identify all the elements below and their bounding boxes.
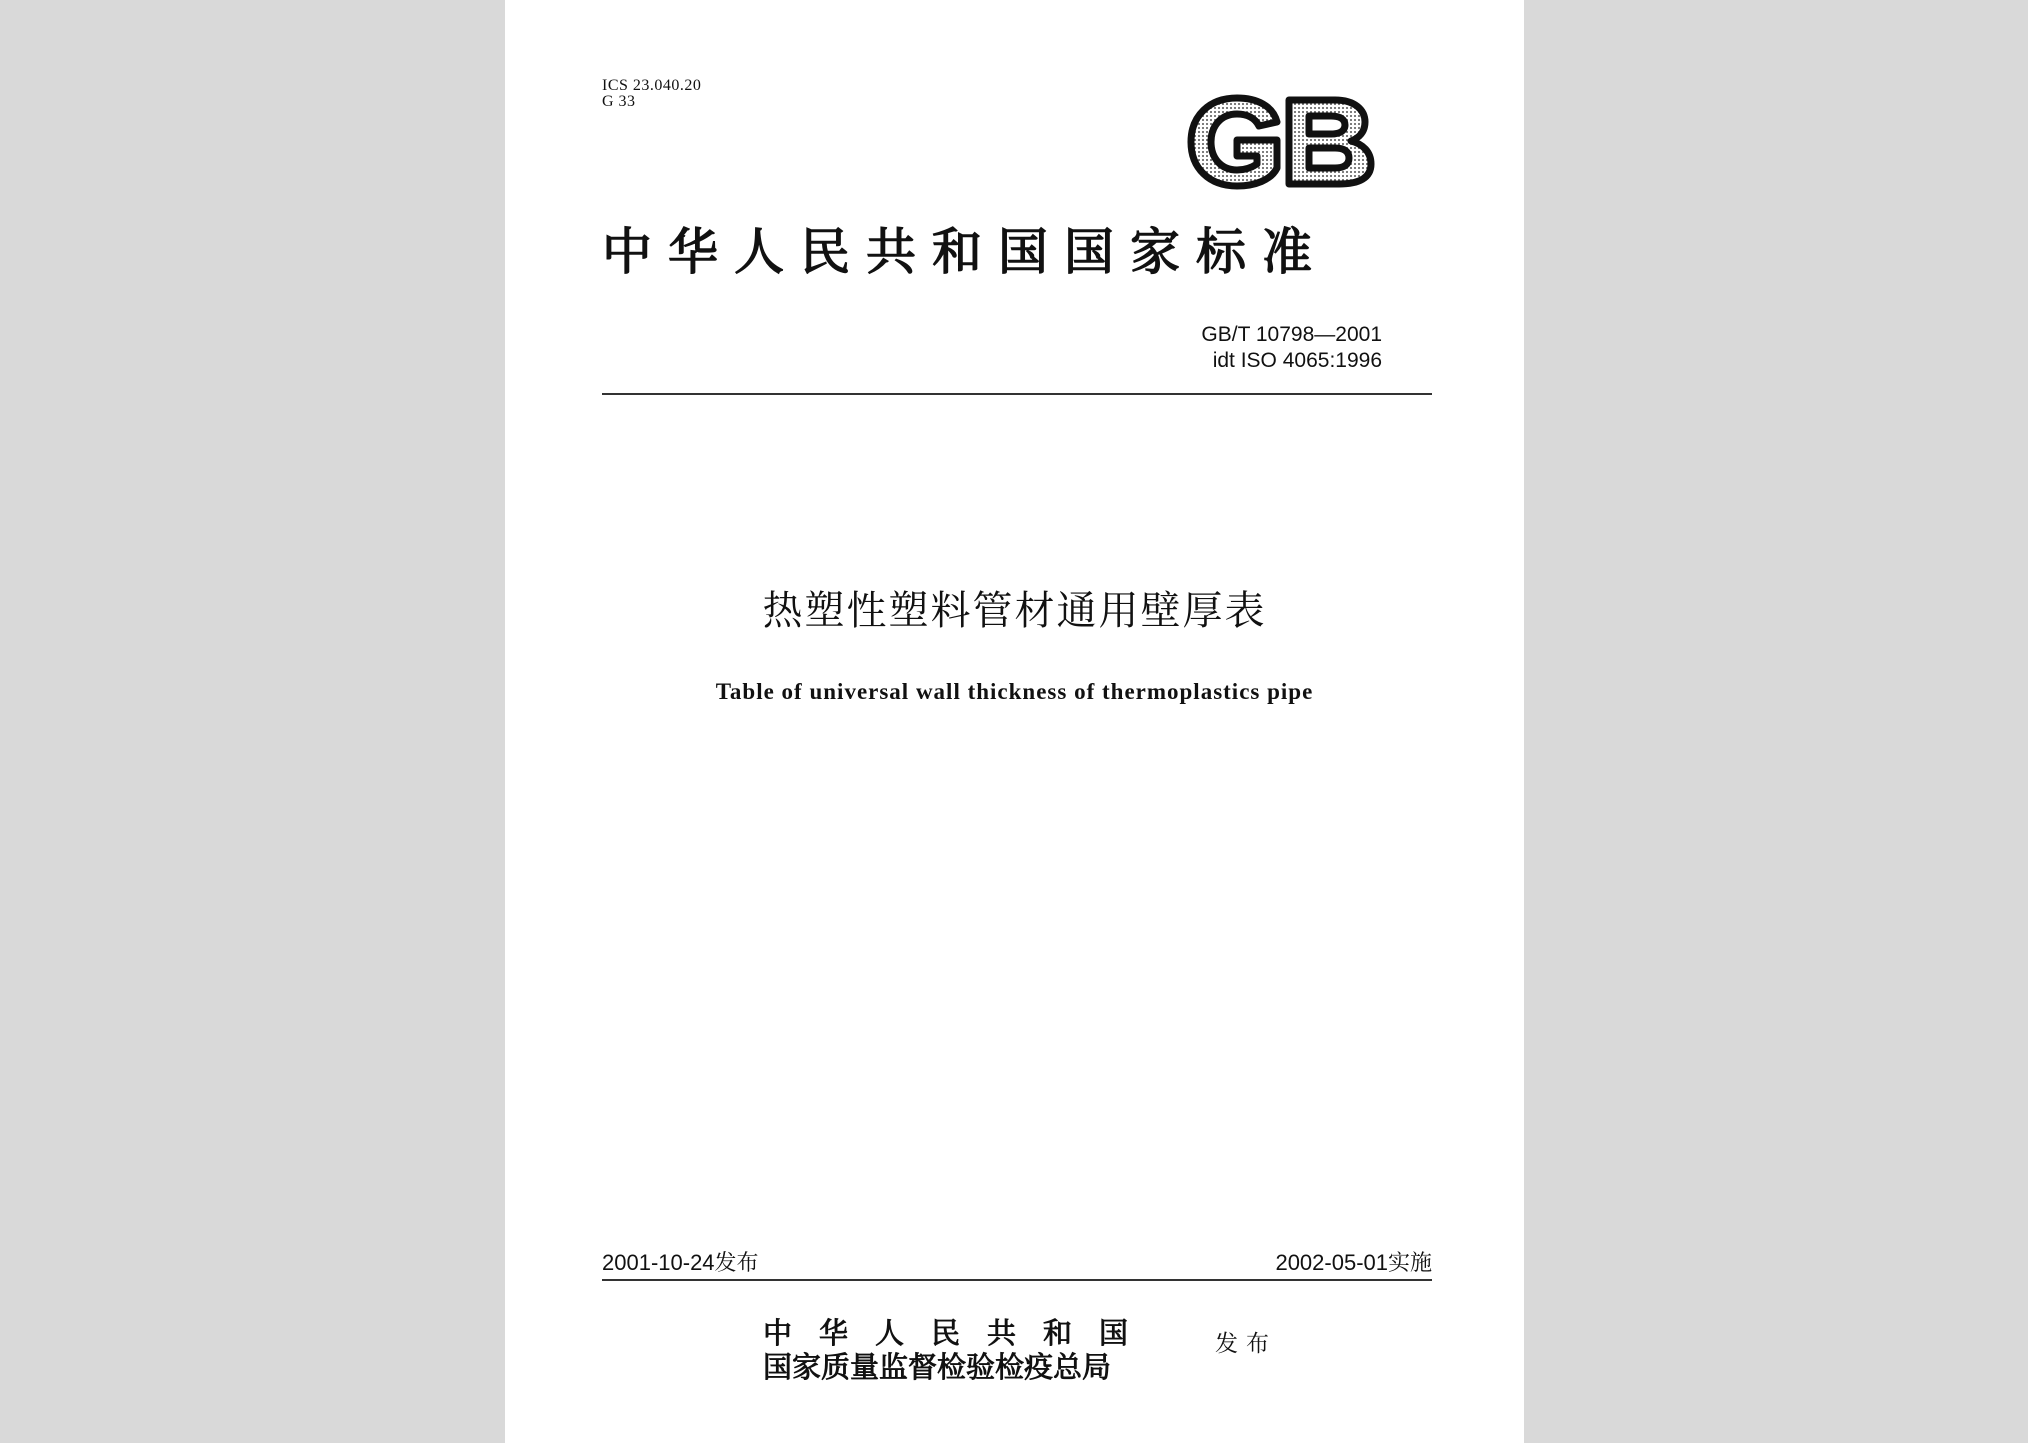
ics-code: ICS 23.040.20 [602,77,702,94]
standard-number: GB/T 10798—2001 [1201,323,1382,346]
chinese-title: 热塑性塑料管材通用壁厚表 [762,588,1267,634]
gb-logo [1185,94,1375,190]
national-standard-heading: 中华人民共和国国家标准 [602,222,1328,281]
implementation-date: 2002-05-01实施 [1275,1250,1432,1275]
document-page [505,0,1524,1443]
issue-action: 发布 [1215,1331,1277,1357]
standard-number-block [1201,322,1382,374]
issuer-country: 中华人民共和国 [763,1316,1156,1350]
issue-date: 2001-10-24发布 [602,1250,759,1275]
issuing-authority [763,1316,1155,1384]
ccs-code: G 33 [602,93,636,110]
classification-codes [602,78,701,110]
footer-divider [602,1279,1432,1281]
english-title: Table of universal wall thickness of thermoplastics pipe [715,679,1314,704]
equivalent-standard: idt ISO 4065:1996 [1212,349,1382,372]
issuer-agency: 国家质量监督检验检疫总局 [763,1350,1112,1384]
header-divider [602,393,1432,395]
